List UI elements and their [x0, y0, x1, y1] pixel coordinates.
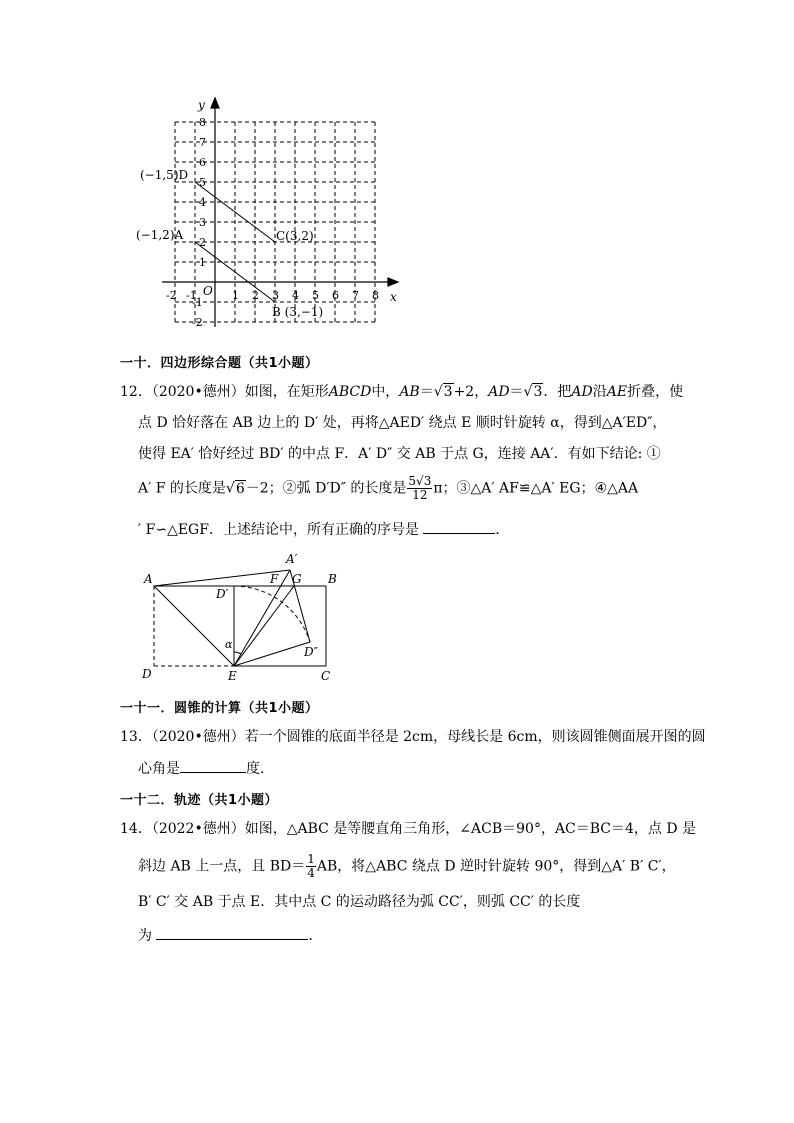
coordinate-figure: [130, 92, 410, 332]
q13-line1: 13．（2020•德州）若一个圆锥的底面半径是 2cm，母线长是 6cm，则该圆锥侧面展开图的圆: [120, 729, 706, 745]
q12-line5: ′ F∽△EGF．上述结论中，所有正确的序号是 ．: [138, 519, 509, 540]
x-tick: -1: [186, 289, 197, 302]
arc-DpDpp: [234, 586, 310, 642]
y-axis-label: y: [198, 98, 205, 112]
point-C-label: C(3,2): [276, 229, 314, 243]
x-tick: 6: [332, 289, 339, 302]
label-D: D: [142, 667, 152, 681]
label-E: E: [228, 669, 237, 683]
point-B-label: B (3,−1): [272, 305, 324, 319]
q14-line4: 为 ．: [138, 925, 322, 946]
q14-line1: 14．（2022•德州）如图，△ABC 是等腰直角三角形，∠ACB＝90°，AC＝BC＝4，点 D 是: [120, 821, 697, 837]
x-tick: 7: [352, 289, 359, 302]
y-tick: 5: [199, 176, 206, 189]
origin-label: O: [203, 284, 213, 298]
q12-line2: 点 D 恰好落在 AB 边上的 D′ 处，再将△AED′ 绕点 E 顺时针旋转 α，得到△A′ED″，: [138, 415, 667, 431]
y-tick: 3: [199, 216, 206, 229]
y-tick: 4: [199, 196, 206, 209]
segment-DC: [195, 182, 275, 242]
y-tick: 7: [199, 136, 206, 149]
label-Ap: A′: [286, 552, 298, 566]
x-tick: 5: [312, 289, 319, 302]
answer-blank[interactable]: [423, 519, 495, 534]
x-axis-label: x: [390, 290, 397, 304]
y-tick: -1: [192, 296, 203, 309]
segment-EAp: [234, 570, 290, 666]
y-tick: 6: [199, 156, 206, 169]
label-alpha: α: [225, 638, 233, 651]
q12-line3: 使得 EA′ 恰好经过 BD′ 的中点 F．A′ D″ 交 AB 于点 G，连接 AA′．有如下结论: ①: [138, 446, 661, 462]
y-tick: 1: [199, 256, 206, 269]
q13-line2: 心角是 度．: [138, 758, 274, 779]
q14-line3: B′ C′ 交 AB 于点 E．其中点 C 的运动路径为弧 CC′，则弧 CC′ 的长度: [138, 894, 581, 910]
label-A: A: [144, 572, 153, 586]
label-Dp: D′: [216, 587, 229, 601]
point-D-label: (−1,5)D: [140, 168, 189, 182]
q12-line1: 12．（2020•德州）如图，在矩形ABCD中，AB＝√3+2，AD＝√3．把AD沿AE折叠，使: [120, 384, 684, 400]
x-tick: -2: [166, 289, 177, 302]
x-tick: 2: [252, 289, 259, 302]
point-A-label: (−1,2)A: [136, 228, 184, 242]
section-title-11: 一十一．圆锥的计算（共1小题）: [120, 701, 319, 716]
label-Dpp: D″: [304, 645, 319, 659]
y-tick: -2: [192, 316, 203, 329]
x-tick: 8: [372, 289, 379, 302]
answer-blank[interactable]: [156, 925, 308, 940]
x-tick: 3: [272, 289, 279, 302]
answer-blank[interactable]: [180, 758, 246, 773]
x-tick: 4: [292, 289, 299, 302]
axes: [162, 98, 398, 327]
rectangle-figure: [138, 548, 348, 684]
q14-line2: 斜边 AB 上一点，且 BD＝ $\frac{1}{4}$ AB，将△ABC 绕点 D 逆时针旋转 90°，得到△A′ B′ C′，: [138, 852, 676, 880]
label-C: C: [321, 669, 331, 683]
label-B: B: [328, 572, 337, 586]
q12-line4: A′ F 的长度是√6－2；②弧 D′D″ 的长度是 $\frac{5√3}{12}$ π；③△A′ AF≌△A′ EG；④△AA: [138, 474, 639, 502]
section-title-10: 一十．四边形综合题（共1小题）: [120, 356, 319, 371]
label-F: F: [270, 572, 279, 586]
label-G: G: [292, 572, 302, 586]
y-tick: 2: [199, 236, 206, 249]
section-title-12: 一十二．轨迹（共1小题）: [120, 793, 279, 808]
x-tick: 1: [232, 289, 239, 302]
fraction: $\frac{1}{4}$: [307, 852, 315, 880]
y-tick: 8: [199, 116, 206, 129]
segment-EG: [234, 586, 294, 666]
fraction: $\frac{5√3}{12}$: [408, 474, 432, 502]
angle-alpha-arc: [234, 652, 241, 654]
